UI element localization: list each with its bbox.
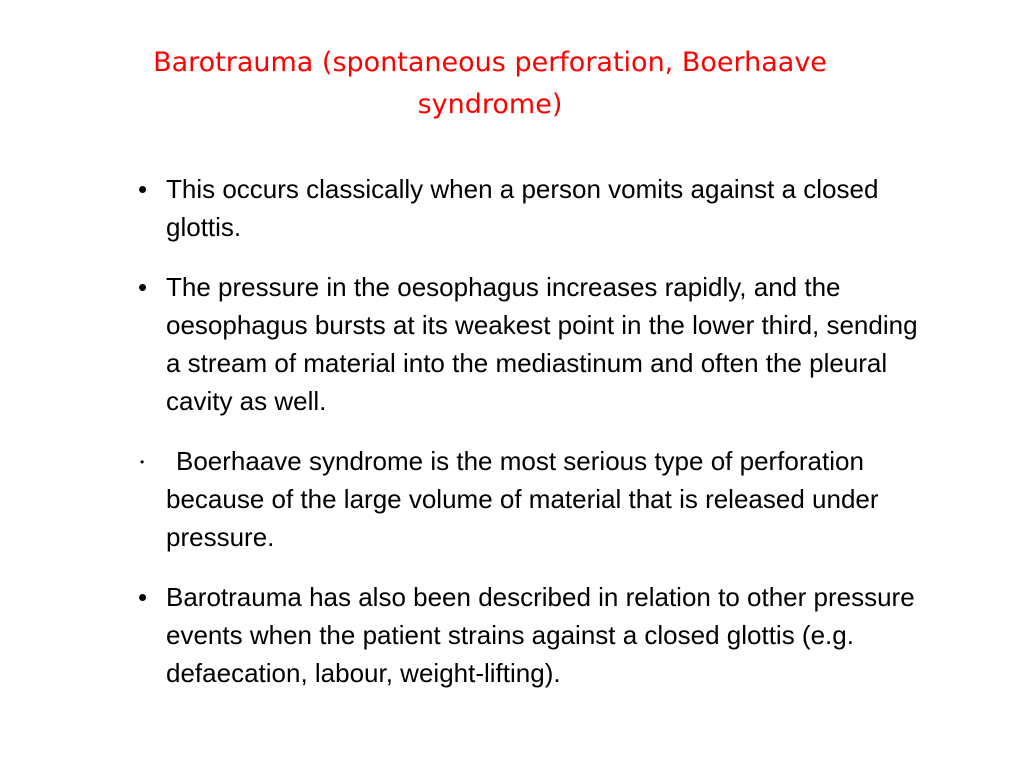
slide-title: Barotrauma (spontaneous perforation, Boerhaave syndrome): [153, 47, 827, 120]
bullet-text: Boerhaave syndrome is the most serious type of perforation because of the large volume of material that is released under pressure.: [166, 446, 879, 552]
bullet-item: [136, 268, 936, 420]
bullet-dot-icon: •: [138, 272, 148, 302]
bullet-text: The pressure in the oesophagus increases rapidly, and the oesophagus bursts at its weakest point in the lower third, sending a stream of material into the mediastinum and often the pleural cavity as well.: [166, 272, 918, 416]
bullet-text: This occurs classically when a person vomits against a closed glottis.: [166, 174, 879, 242]
bullet-item: [136, 442, 936, 556]
bullet-item: [136, 170, 936, 246]
bullet-dot-icon: •: [140, 455, 145, 469]
bullet-text: Barotrauma has also been described in relation to other pressure events when the patient strains against a closed glottis (e.g. defaecation, labour, weight-lifting).: [166, 582, 915, 688]
bullet-dot-icon: •: [138, 174, 148, 204]
bullet-list: [136, 170, 936, 714]
bullet-item: [136, 578, 936, 692]
bullet-dot-icon: •: [138, 582, 148, 612]
